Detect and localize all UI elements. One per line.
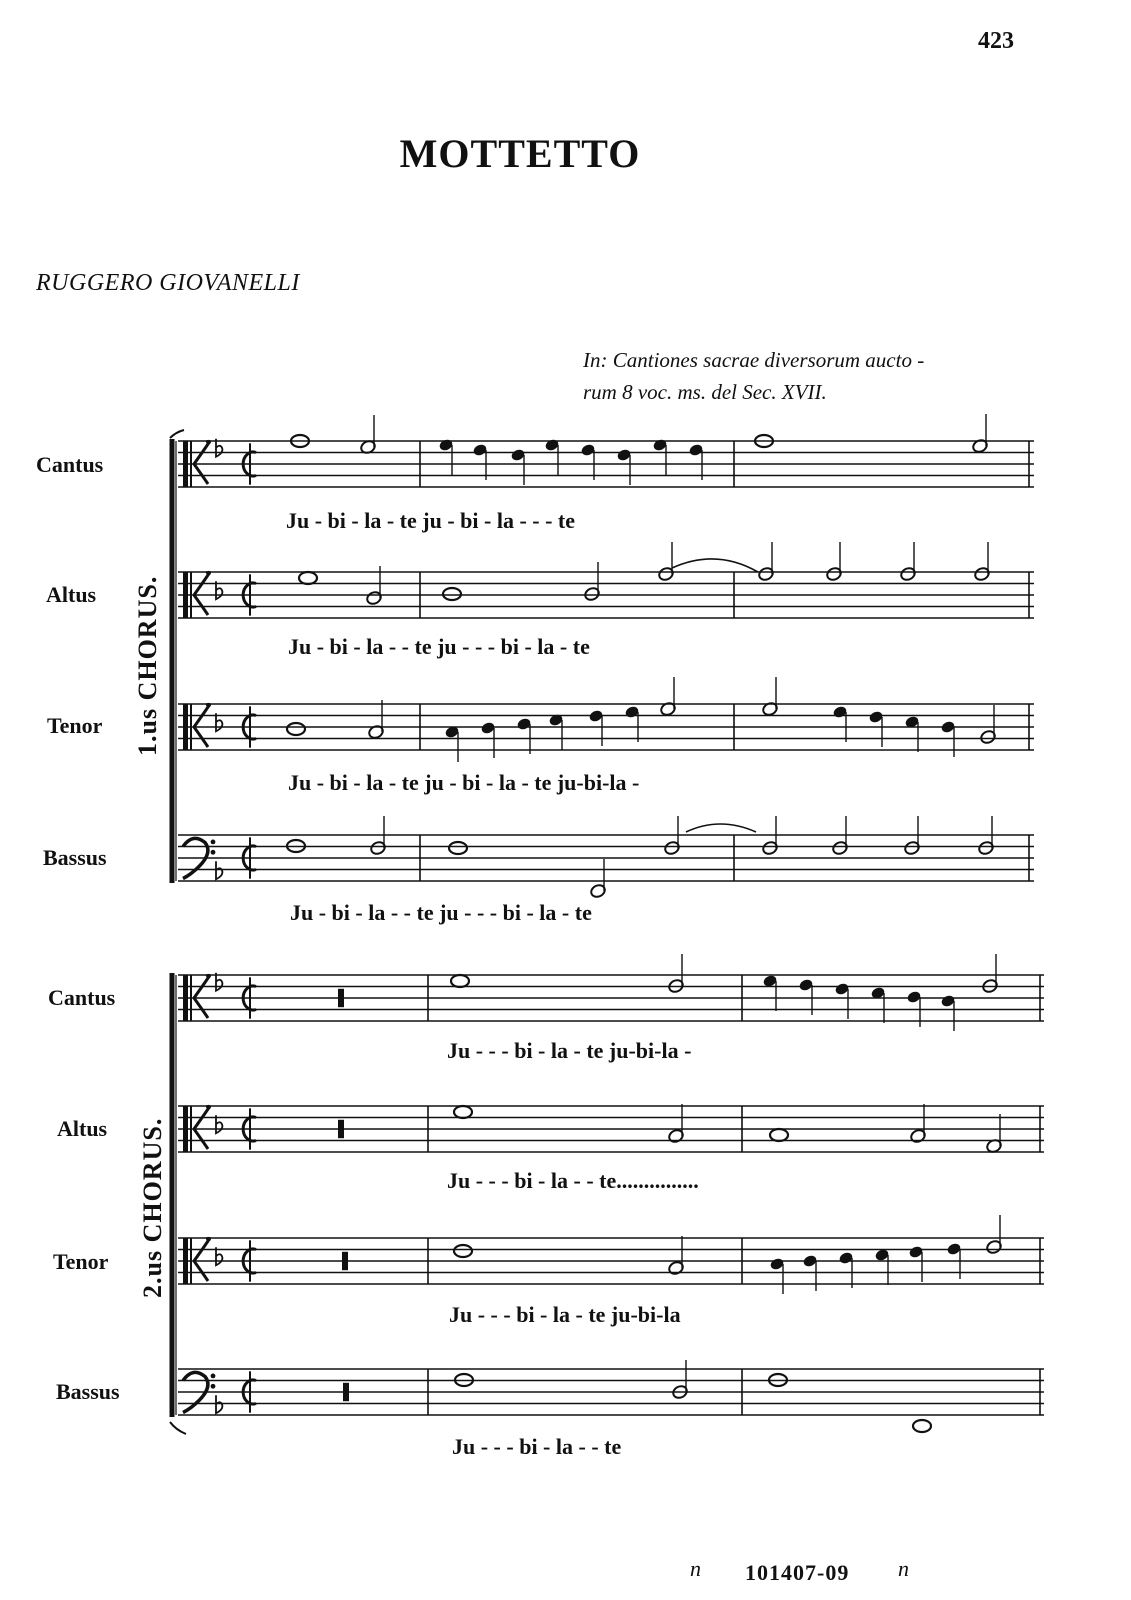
whole-note	[454, 1106, 472, 1118]
voice-label-c1-altus: Altus	[46, 582, 97, 607]
composer-name: RUGGERO GIOVANELLI	[36, 270, 300, 296]
f-clef-dot	[211, 850, 216, 855]
whole-note	[287, 723, 305, 735]
c-clef-bar-thin	[190, 1238, 192, 1284]
lyric-c1-cantus: Ju - bi - la - te ju - bi - la - - - te	[286, 508, 576, 533]
page-number: 423	[978, 28, 1014, 54]
whole-note	[299, 572, 317, 584]
rest	[343, 1383, 349, 1401]
c-clef-bar-thin	[190, 975, 192, 1021]
f-clef-dot	[211, 840, 216, 845]
f-clef-dot	[211, 1374, 216, 1379]
whole-note	[913, 1420, 931, 1432]
source-line-1: In: Cantiones sacrae diversorum aucto -	[583, 348, 925, 372]
c-clef-curve	[194, 572, 210, 615]
lyric-c2-bassus: Ju - - - bi - la - - te	[452, 1434, 622, 1459]
c-clef-bar	[183, 572, 188, 618]
flat-sign	[216, 861, 222, 879]
lyric-c1-altus: Ju - bi - la - - te ju - - - bi - la - te	[288, 634, 590, 659]
c-clef-curve	[194, 441, 210, 484]
voice-label-c1-tenor: Tenor	[47, 713, 103, 738]
footer-mark-left: n	[690, 1556, 701, 1581]
c-clef-bar	[183, 1238, 188, 1284]
voice-label-c1-cantus: Cantus	[36, 452, 104, 477]
c-clef-bar-thin	[190, 1106, 192, 1152]
voice-label-c2-altus: Altus	[57, 1116, 108, 1141]
flat-sign	[216, 1395, 222, 1413]
c-clef-bar	[183, 441, 188, 487]
voice-label-c2-bassus: Bassus	[56, 1379, 120, 1404]
bracket-hook	[170, 430, 184, 438]
c-clef-curve	[194, 1106, 210, 1149]
chorus-label-2: 2.us CHORUS.	[138, 1117, 167, 1298]
lyric-c1-bassus: Ju - bi - la - - te ju - - - bi - la - te	[290, 900, 592, 925]
c-clef-bar	[183, 704, 188, 750]
whole-note	[451, 975, 469, 987]
chorus-label-1: 1.us CHORUS.	[133, 575, 162, 756]
tie	[672, 559, 758, 572]
page-title: MOTTETTO	[399, 131, 641, 176]
c-clef-bar-thin	[190, 704, 192, 750]
tie	[686, 824, 756, 832]
c-clef-curve	[194, 1238, 210, 1281]
c-clef-curve	[194, 975, 210, 1018]
lyric-c2-cantus: Ju - - - bi - la - te ju-bi-la -	[447, 1038, 692, 1063]
voice-label-c2-cantus: Cantus	[48, 985, 116, 1010]
c-clef-bar-thin	[190, 572, 192, 618]
lyric-c1-tenor: Ju - bi - la - te ju - bi - la - te ju-bi-la -	[288, 770, 640, 795]
whole-note	[454, 1245, 472, 1257]
rest	[342, 1252, 348, 1270]
f-clef-dot	[211, 1384, 216, 1389]
whole-note	[449, 842, 467, 854]
whole-note	[770, 1129, 788, 1141]
source-line-2: rum 8 voc. ms. del Sec. XVII.	[583, 380, 827, 404]
voice-label-c2-tenor: Tenor	[53, 1249, 109, 1274]
footer-code: 101407-09	[745, 1560, 850, 1585]
c-clef-bar	[183, 1106, 188, 1152]
voice-label-c1-bassus: Bassus	[43, 845, 107, 870]
c-clef-curve	[194, 704, 210, 747]
whole-note	[443, 588, 461, 600]
lyric-c2-tenor: Ju - - - bi - la - te ju-bi-la	[449, 1302, 681, 1327]
rest	[338, 989, 344, 1007]
bracket-hook	[170, 1422, 186, 1434]
rest	[338, 1120, 344, 1138]
c-clef-bar-thin	[190, 441, 192, 487]
c-clef-bar	[183, 975, 188, 1021]
lyric-c2-altus: Ju - - - bi - la - - te...............	[447, 1168, 699, 1193]
footer-mark-right: n	[898, 1556, 909, 1581]
